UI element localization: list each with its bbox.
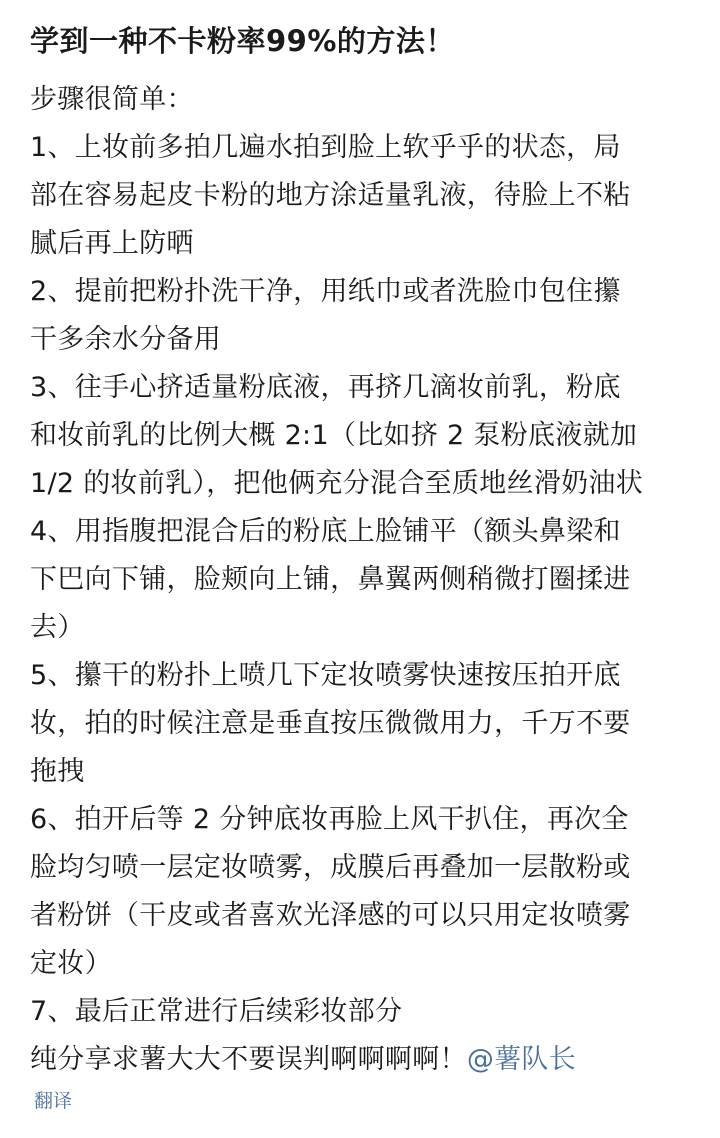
post-line: 1、上妆前多拍几遍水拍到脸上软乎乎的状态，局	[30, 132, 621, 163]
post-line: 脸均匀喷一层定妆喷雾，成膜后再叠加一层散粉或	[30, 852, 631, 883]
post-line: 4、用指腹把混合后的粉底上脸铺平（额头鼻梁和	[30, 516, 621, 547]
post-line: 7、最后正常进行后续彩妆部分	[30, 996, 403, 1027]
post-line: 5、攥干的粉扑上喷几下定妆喷雾快速按压拍开底	[30, 660, 621, 691]
post-line: 干多余水分备用	[30, 324, 222, 355]
translate-link[interactable]: 翻译	[34, 1090, 73, 1112]
post-line: 2、提前把粉扑洗干净，用纸巾或者洗脸巾包住攥	[30, 276, 621, 307]
post-line: 妆，拍的时候注意是垂直按压微微用力，千万不要	[30, 708, 631, 739]
post-line: 腻后再上防晒	[30, 228, 194, 259]
post-last-line	[30, 1036, 692, 1084]
post-line: 1/2 的妆前乳），把他俩充分混合至质地丝滑奶油状	[30, 468, 644, 499]
post-line: 者粉饼（干皮或者喜欢光泽感的可以只用定妆喷雾	[30, 900, 631, 931]
post-line: 和妆前乳的比例大概 2:1（比如挤 2 泵粉底液就加	[30, 420, 638, 451]
post-line: 去）	[30, 612, 85, 643]
post-title: 学到一种不卡粉率99%的方法！	[30, 24, 455, 58]
post-body	[30, 76, 692, 1084]
mention-link[interactable]: @薯队长	[466, 1044, 577, 1075]
post-line: 拖拽	[30, 756, 85, 787]
post-line: 步骤很简单：	[30, 84, 194, 115]
post-line: 3、往手心挤适量粉底液，再挤几滴妆前乳，粉底	[30, 372, 621, 403]
post-line: 定妆）	[30, 948, 112, 979]
post-line: 部在容易起皮卡粉的地方涂适量乳液，待脸上不粘	[30, 180, 631, 211]
post-line: 6、拍开后等 2 分钟底妆再脸上风干扒住，再次全	[30, 804, 629, 835]
post-last-line-text: 纯分享求薯大大不要误判啊啊啊啊！	[30, 1044, 467, 1075]
post-line: 下巴向下铺，脸颊向上铺，鼻翼两侧稍微打圈揉进	[30, 564, 631, 595]
